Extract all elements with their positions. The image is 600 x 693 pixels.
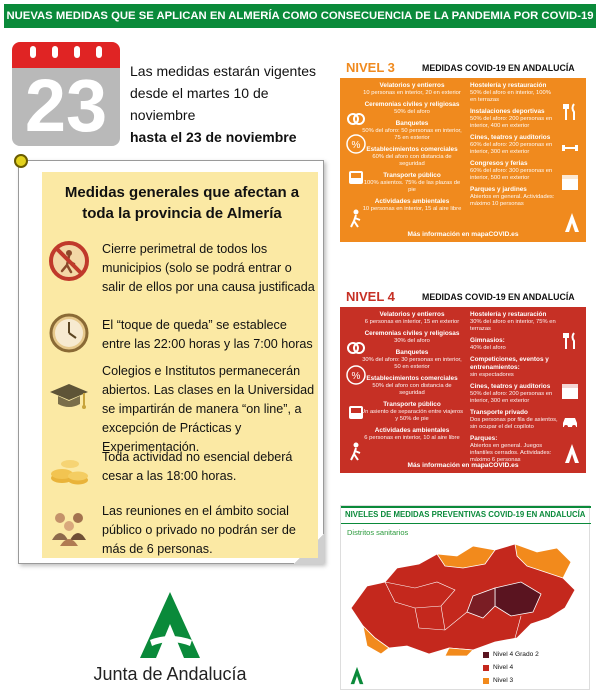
measure-text-1: Cierre perimetral de todos los municipios (solo se podrá entrar o salir de ellos por una causa justificada	[102, 242, 315, 294]
svg-text:%: %	[351, 371, 361, 382]
nivel-4-label: NIVEL 4	[346, 289, 395, 304]
nivel-3-label: NIVEL 3	[346, 60, 395, 75]
coins-icon	[48, 448, 90, 490]
general-measures-panel	[42, 172, 318, 558]
vigencia-line-1: Las medidas estarán vigentes	[130, 63, 316, 79]
junta-logo	[70, 590, 270, 690]
nivel-3-more-info: Más información en mapaCOVID.es	[407, 231, 519, 238]
clapperboard-icon	[560, 172, 580, 192]
nivel-4-more-info: Más información en mapaCOVID.es	[407, 462, 519, 469]
nivel-4-title: MEDIDAS COVID-19 EN ANDALUCÍA	[422, 292, 575, 302]
people-icon	[48, 506, 90, 548]
calendar-icon	[12, 42, 120, 146]
nivel-3-right-column: Hostelería y restauración 50% del aforo en interior, 100% en terrazas Instalaciones deportivas 50% del aforo: 200 personas en interior, 400 en exterior Cines, teatros y auditorios 60% del aforo: 200 personas en interior, 300 en exterior Congresos y ferias 60% del aforo: 300 personas en interior, 500 en exterior Parques y jardines Abiertos en general. Actividades: máximo 10 personas	[470, 82, 555, 207]
legend-swatch	[483, 678, 489, 684]
measure-text-3: Colegios e Institutos permanecerán abiertos. Las clases en la Universidad se impartirán de manera “on line”, a excepción de Prácticas y Experimentación.	[102, 364, 315, 454]
nivel-3-header	[340, 58, 586, 78]
legend-swatch	[483, 652, 489, 658]
car-icon	[560, 411, 580, 431]
nivel-3-body	[340, 78, 586, 242]
andalucia-map	[345, 538, 587, 658]
dumbbell-icon	[560, 138, 580, 158]
nivel-3-title: MEDIDAS COVID-19 EN ANDALUCÍA	[422, 63, 575, 73]
nivel-3-left-column: Velatorios y entierros 10 personas en interior, 20 en exterior Ceremonias civiles y religiosas 50% del aforo Banquetes 50% del aforo: 50 personas en interior, 75 en exterior Establecimientos comerciales 60% del aforo con distancia de seguridad Transporte público 100% asientos. 75% de las plazas de pie Actividades ambientales 10 personas en interior, 15 al aire libre	[362, 82, 462, 212]
calendar-day: 23	[24, 64, 108, 147]
svg-text:%: %	[351, 140, 361, 151]
junta-name: Junta de Andalucía	[93, 664, 247, 684]
levels-map-panel: NIVELES DE MEDIDAS PREVENTIVAS COVID-19 EN ANDALUCÍA Distritos sanitarios Nivel 4 Grado 2 Nivel 4 Nivel 3	[340, 505, 590, 690]
hiker-icon	[346, 441, 366, 461]
nivel-3-card	[340, 58, 586, 242]
nivel-4-card	[340, 287, 586, 473]
pin-icon	[14, 154, 28, 168]
legend-swatch	[483, 665, 489, 671]
clapperboard-icon	[560, 381, 580, 401]
map-subtitle: Distritos sanitarios	[347, 528, 409, 537]
cutlery-icon	[560, 102, 580, 122]
nivel-4-right-column: Hostelería y restauración 30% del aforo en interior, 75% en terrazas Gimnasios: 40% del aforo Competiciones, eventos y entrenamientos: sin espectadores Cines, teatros y auditorios 50% del aforo: 200 personas en interior, 300 en exterior Transporte privado Dos personas por fila de asientos, sin ocupar el del copiloto Parques: Abiertos en general. Juegos infantiles cerrados. Actividades: máximo 6 personas	[470, 311, 558, 463]
map-title: NIVELES DE MEDIDAS PREVENTIVAS COVID-19 EN ANDALUCÍA	[345, 510, 586, 519]
map-header	[341, 506, 591, 524]
graduation-cap-icon	[48, 376, 90, 418]
junta-a-logo-icon	[132, 590, 208, 660]
cutlery-icon	[560, 331, 580, 351]
measure-text-5: Las reuniones en el ámbito social público o privado no podrán ser de más de 6 personas.	[102, 504, 296, 556]
no-entry-icon	[48, 240, 90, 282]
general-measures-title: Medidas generales que afectan a toda la provincia de Almería	[64, 184, 300, 222]
vigencia-text	[130, 60, 330, 148]
nivel-4-left-column: Velatorios y entierros 6 personas en interior, 15 en exterior Ceremonias civiles y religiosas 30% del aforo Banquetes 30% del aforo: 30 personas en interior, 50 en exterior Establecimientos comerciales 50% del aforo con distancia de seguridad Transporte público Un asiento de separación entre viajeros y 50% de pie Actividades ambientales 6 personas en interior, 10 al aire libre	[360, 311, 464, 441]
junta-mini-logo-icon	[347, 666, 367, 686]
nivel-4-header	[340, 287, 586, 307]
top-banner: NUEVAS MEDIDAS QUE SE APLICAN EN ALMERÍA COMO CONSECUENCIA DE LA PANDEMIA POR COVID-19	[4, 4, 596, 28]
measure-text-4: Toda actividad no esencial deberá cesar a las 18:00 horas.	[102, 450, 293, 483]
vigencia-line-2: desde el martes 10 de noviembre	[130, 85, 269, 123]
vigencia-line-3: hasta el 23 de noviembre	[130, 129, 297, 145]
general-measures-note	[18, 160, 324, 564]
measure-text-2: El “toque de queda” se establece entre las 22:00 horas y las 7:00 horas	[102, 318, 313, 351]
clock-icon	[48, 312, 90, 354]
nivel-4-body	[340, 307, 586, 473]
